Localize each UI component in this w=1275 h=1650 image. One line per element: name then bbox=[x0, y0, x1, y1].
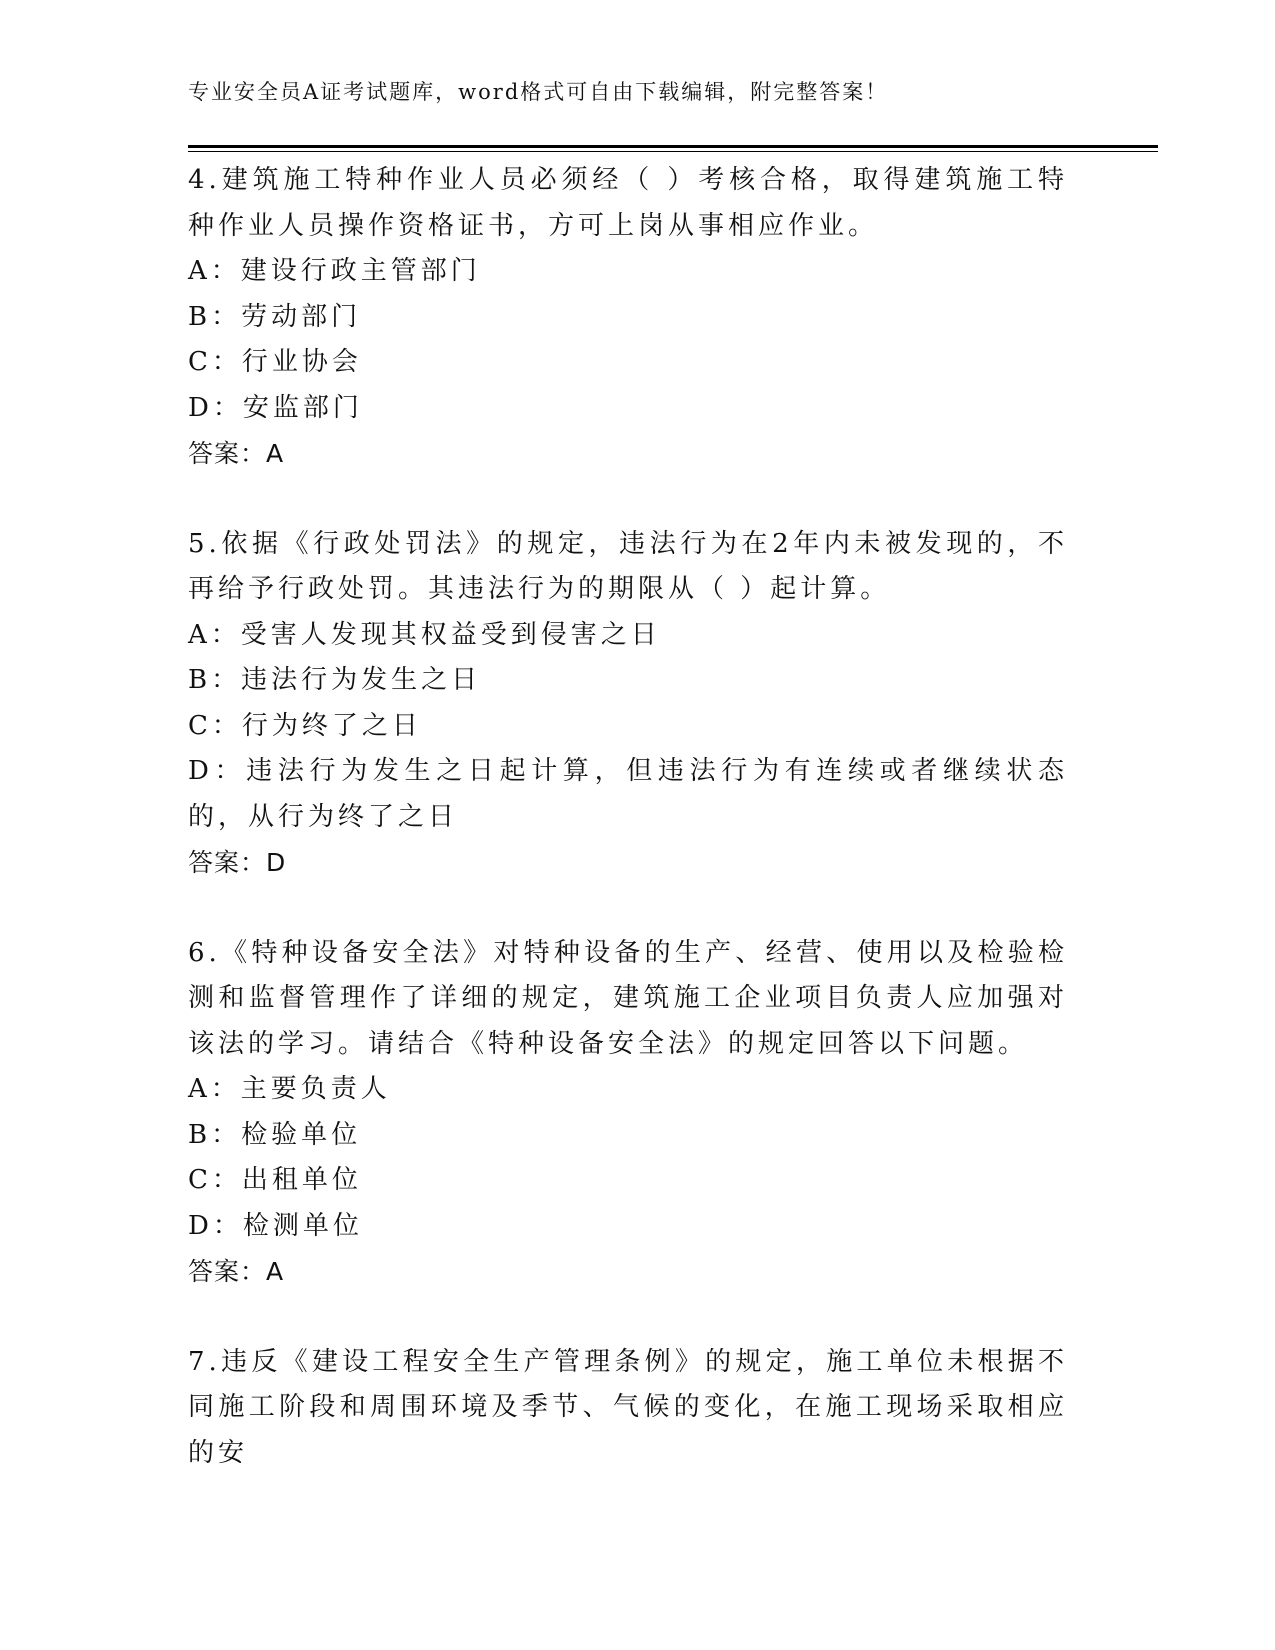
option-b: B：劳动部门 bbox=[188, 301, 362, 332]
answer-label: 答案： bbox=[188, 439, 267, 468]
option-c: C：行为终了之日 bbox=[188, 710, 422, 741]
question-stem: 5.依据《行政处罚法》的规定，违法行为在2年内未被发现的，不再给予行政处罚。其违法行为的期限从（ ）起计算。 bbox=[188, 528, 1068, 604]
answer-line bbox=[188, 840, 1088, 886]
question-stem: 7.违反《建设工程安全生产管理条例》的规定，施工单位未根据不同施工阶段和周围环境及季节、气候的变化，在施工现场采取相应的安 bbox=[188, 1346, 1068, 1468]
option-b: B：检验单位 bbox=[188, 1119, 362, 1150]
answer-value: D bbox=[266, 848, 287, 877]
header-rule-thin bbox=[188, 151, 1158, 152]
option-a: A：受害人发现其权益受到侵害之日 bbox=[188, 619, 661, 650]
answer-label: 答案： bbox=[188, 848, 267, 877]
option-d: D：违法行为发生之日起计算，但违法行为有连续或者继续状态的，从行为终了之日 bbox=[188, 756, 1068, 832]
question-stem: 6.《特种设备安全法》对特种设备的生产、经营、使用以及检验检测和监督管理作了详细的规定，建筑施工企业项目负责人应加强对该法的学习。请结合《特种设备安全法》的规定回答以下问题。 bbox=[188, 937, 1068, 1059]
page-header: 专业安全员A证考试题库，word格式可自由下载编辑，附完整答案！ bbox=[188, 80, 889, 104]
option-d: D：安监部门 bbox=[188, 392, 363, 423]
answer-value: A bbox=[266, 439, 285, 468]
header-rule-thick bbox=[188, 145, 1158, 148]
question-6 bbox=[188, 931, 1088, 1295]
answer-line bbox=[188, 1249, 1088, 1295]
answer-label: 答案： bbox=[188, 1257, 267, 1286]
question-5 bbox=[188, 522, 1088, 886]
question-7 bbox=[188, 1340, 1088, 1477]
question-list bbox=[188, 158, 1088, 1521]
answer-line bbox=[188, 431, 1088, 477]
option-c: C：出租单位 bbox=[188, 1165, 362, 1195]
option-b: B：违法行为发生之日 bbox=[188, 665, 482, 695]
option-d: D：检测单位 bbox=[188, 1210, 363, 1241]
option-a: A：建设行政主管部门 bbox=[188, 256, 481, 286]
answer-value: A bbox=[266, 1257, 285, 1286]
question-4 bbox=[188, 158, 1088, 477]
option-a: A：主要负责人 bbox=[188, 1074, 391, 1104]
option-c: C：行业协会 bbox=[188, 347, 362, 377]
question-stem: 4.建筑施工特种作业人员必须经（ ）考核合格，取得建筑施工特种作业人员操作资格证书，方可上岗从事相应作业。 bbox=[188, 165, 1068, 241]
